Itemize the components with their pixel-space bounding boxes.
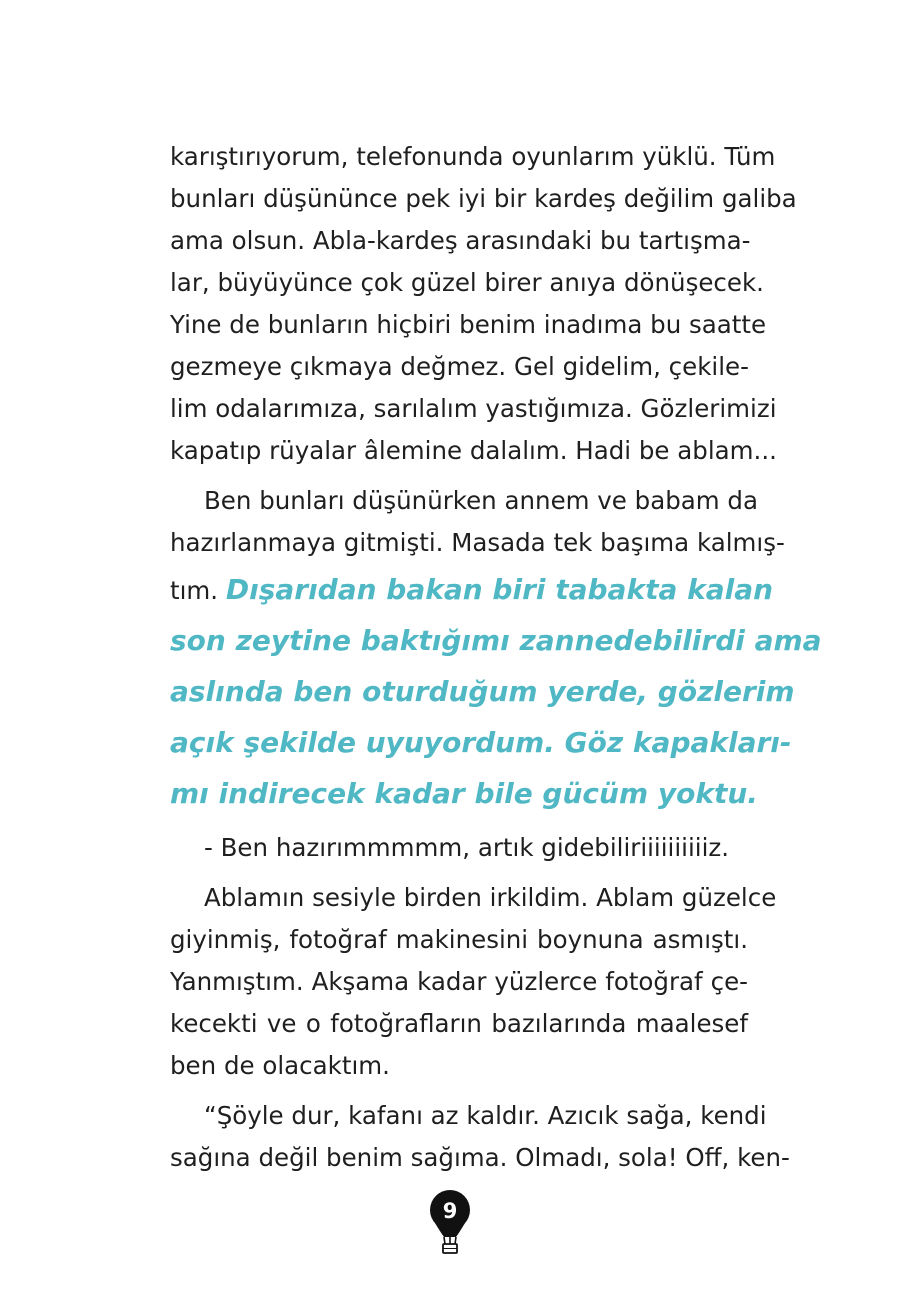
dialogue-line: - Ben hazırımmmmm, artık gidebiliriiiiiiiiiiz.	[204, 833, 730, 862]
text-line: Ben bunları düşünürken annem ve babam da	[204, 486, 759, 515]
highlighted-text-line: aslında ben oturduğum yerde, gözlerim	[170, 675, 795, 708]
text-line: Yanmıştım. Akşama kadar yüzlerce fotoğraf çe-	[170, 967, 748, 996]
text-line: giyinmiş, fotoğraf makinesini boynuna asmıştı.	[170, 925, 748, 954]
text-line: Yine de bunların hiçbiri benim inadıma bu saatte	[170, 310, 767, 339]
text-line: ben de olacaktım.	[170, 1051, 390, 1080]
text-line: kapatıp rüyalar âlemine dalalım. Hadi be ablam...	[170, 436, 777, 465]
paragraph-3	[170, 877, 777, 1087]
page-number-badge	[427, 1189, 473, 1255]
text-line: bunları düşününce pek iyi bir kardeş değilim galiba	[170, 184, 797, 213]
text-line: “Şöyle dur, kafanı az kaldır. Azıcık sağa, kendi	[204, 1101, 767, 1130]
paragraph-4	[170, 1095, 790, 1179]
highlighted-text: Dışarıdan bakan biri tabakta kalan	[225, 573, 774, 606]
hot-air-balloon-icon	[427, 1189, 473, 1255]
text-line: karıştırıyorum, telefonunda oyunlarım yüklü. Tüm	[170, 142, 776, 171]
text-line: sağına değil benim sağıma. Olmadı, sola! Off, ken-	[170, 1143, 790, 1172]
dialogue-paragraph	[170, 827, 748, 869]
text-line-plain: tım.	[170, 576, 219, 605]
page-body	[170, 136, 822, 1179]
mixed-text-line	[170, 564, 774, 615]
text-line: lar, büyüyünce çok güzel birer anıya dönüşecek.	[170, 268, 764, 297]
page-number: 9	[442, 1199, 458, 1223]
highlighted-text-line: mı indirecek kadar bile gücüm yoktu.	[170, 777, 758, 810]
text-line: ama olsun. Abla-kardeş arasındaki bu tartışma-	[170, 226, 751, 255]
highlighted-text-line: son zeytine baktığımı zannedebilirdi ama	[170, 624, 822, 657]
highlighted-text-line: açık şekilde uyuyordum. Göz kapakları-	[170, 726, 792, 759]
paragraph-2	[170, 480, 822, 819]
text-line: Ablamın sesiyle birden irkildim. Ablam güzelce	[204, 883, 777, 912]
text-line: lim odalarımıza, sarılalım yastığımıza. Gözlerimizi	[170, 394, 777, 423]
paragraph-1	[170, 136, 797, 472]
text-line: hazırlanmaya gitmişti. Masada tek başıma kalmış-	[170, 528, 785, 557]
text-line: kecekti ve o fotoğrafların bazılarında maalesef	[170, 1009, 748, 1038]
text-line: gezmeye çıkmaya değmez. Gel gidelim, çekile-	[170, 352, 749, 381]
